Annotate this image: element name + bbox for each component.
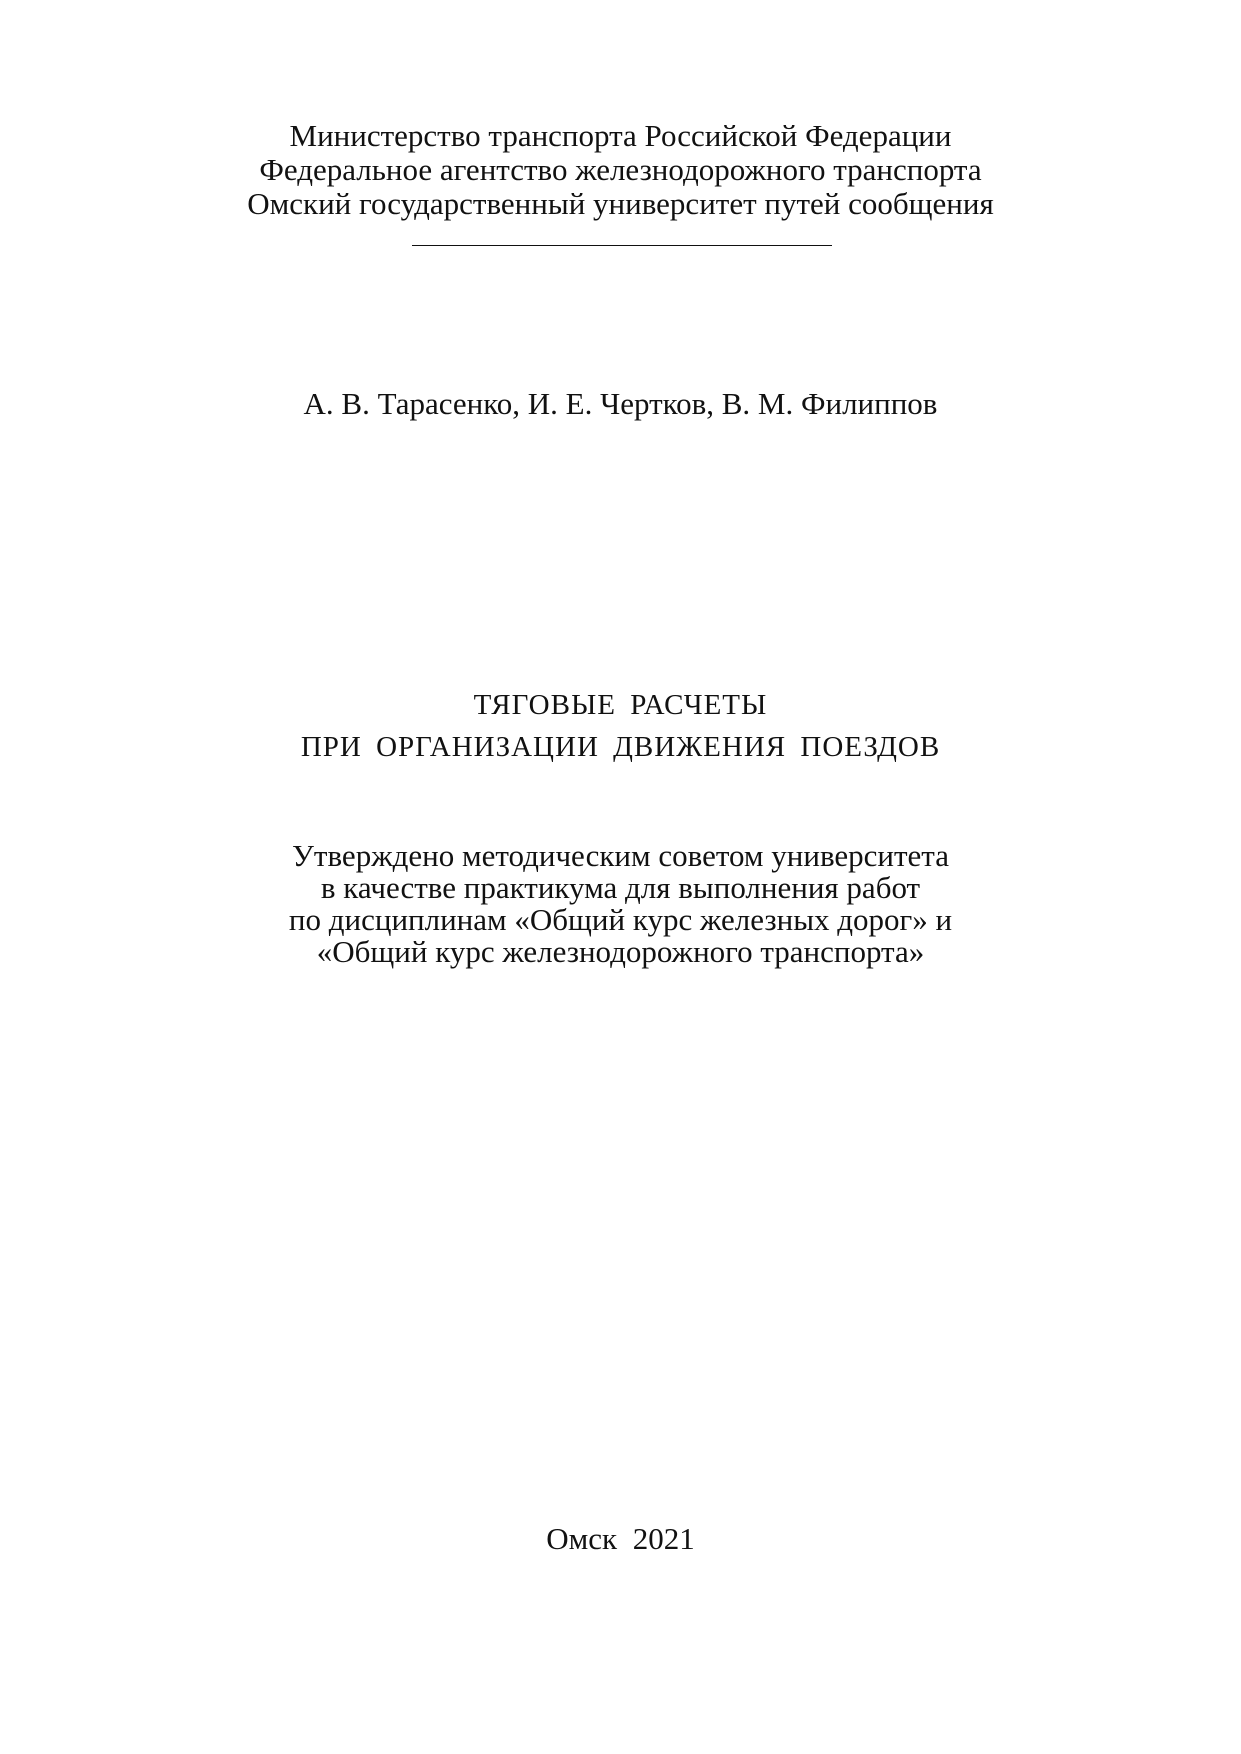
title-line-1: ТЯГОВЫЕ РАСЧЕТЫ <box>473 689 768 721</box>
authors <box>0 387 1241 421</box>
city-year: Омск 2021 <box>546 1521 695 1556</box>
agency-line: Федеральное агентство железнодорожного транспорта <box>259 152 982 187</box>
imprint <box>0 1522 1241 1556</box>
university-line: Омский государственный университет путей сообщения <box>247 186 994 221</box>
header-divider <box>412 245 832 246</box>
approval-line-2: в качестве практикума для выполнения работ <box>320 870 921 905</box>
authors-line: А. В. Тарасенко, И. Е. Чертков, В. М. Филиппов <box>303 386 938 421</box>
document-title <box>0 684 1241 768</box>
approval-note <box>0 840 1241 968</box>
approval-line-3: по дисциплинам «Общий курс железных дорог» и <box>288 902 953 937</box>
ministry-line: Министерство транспорта Российской Федерации <box>289 118 952 153</box>
title-line-2: ПРИ ОРГАНИЗАЦИИ ДВИЖЕНИЯ ПОЕЗДОВ <box>300 731 941 763</box>
institution-header <box>0 119 1241 221</box>
approval-line-1: Утверждено методическим советом университета <box>291 838 949 873</box>
approval-line-4: «Общий курс железнодорожного транспорта» <box>316 934 925 969</box>
